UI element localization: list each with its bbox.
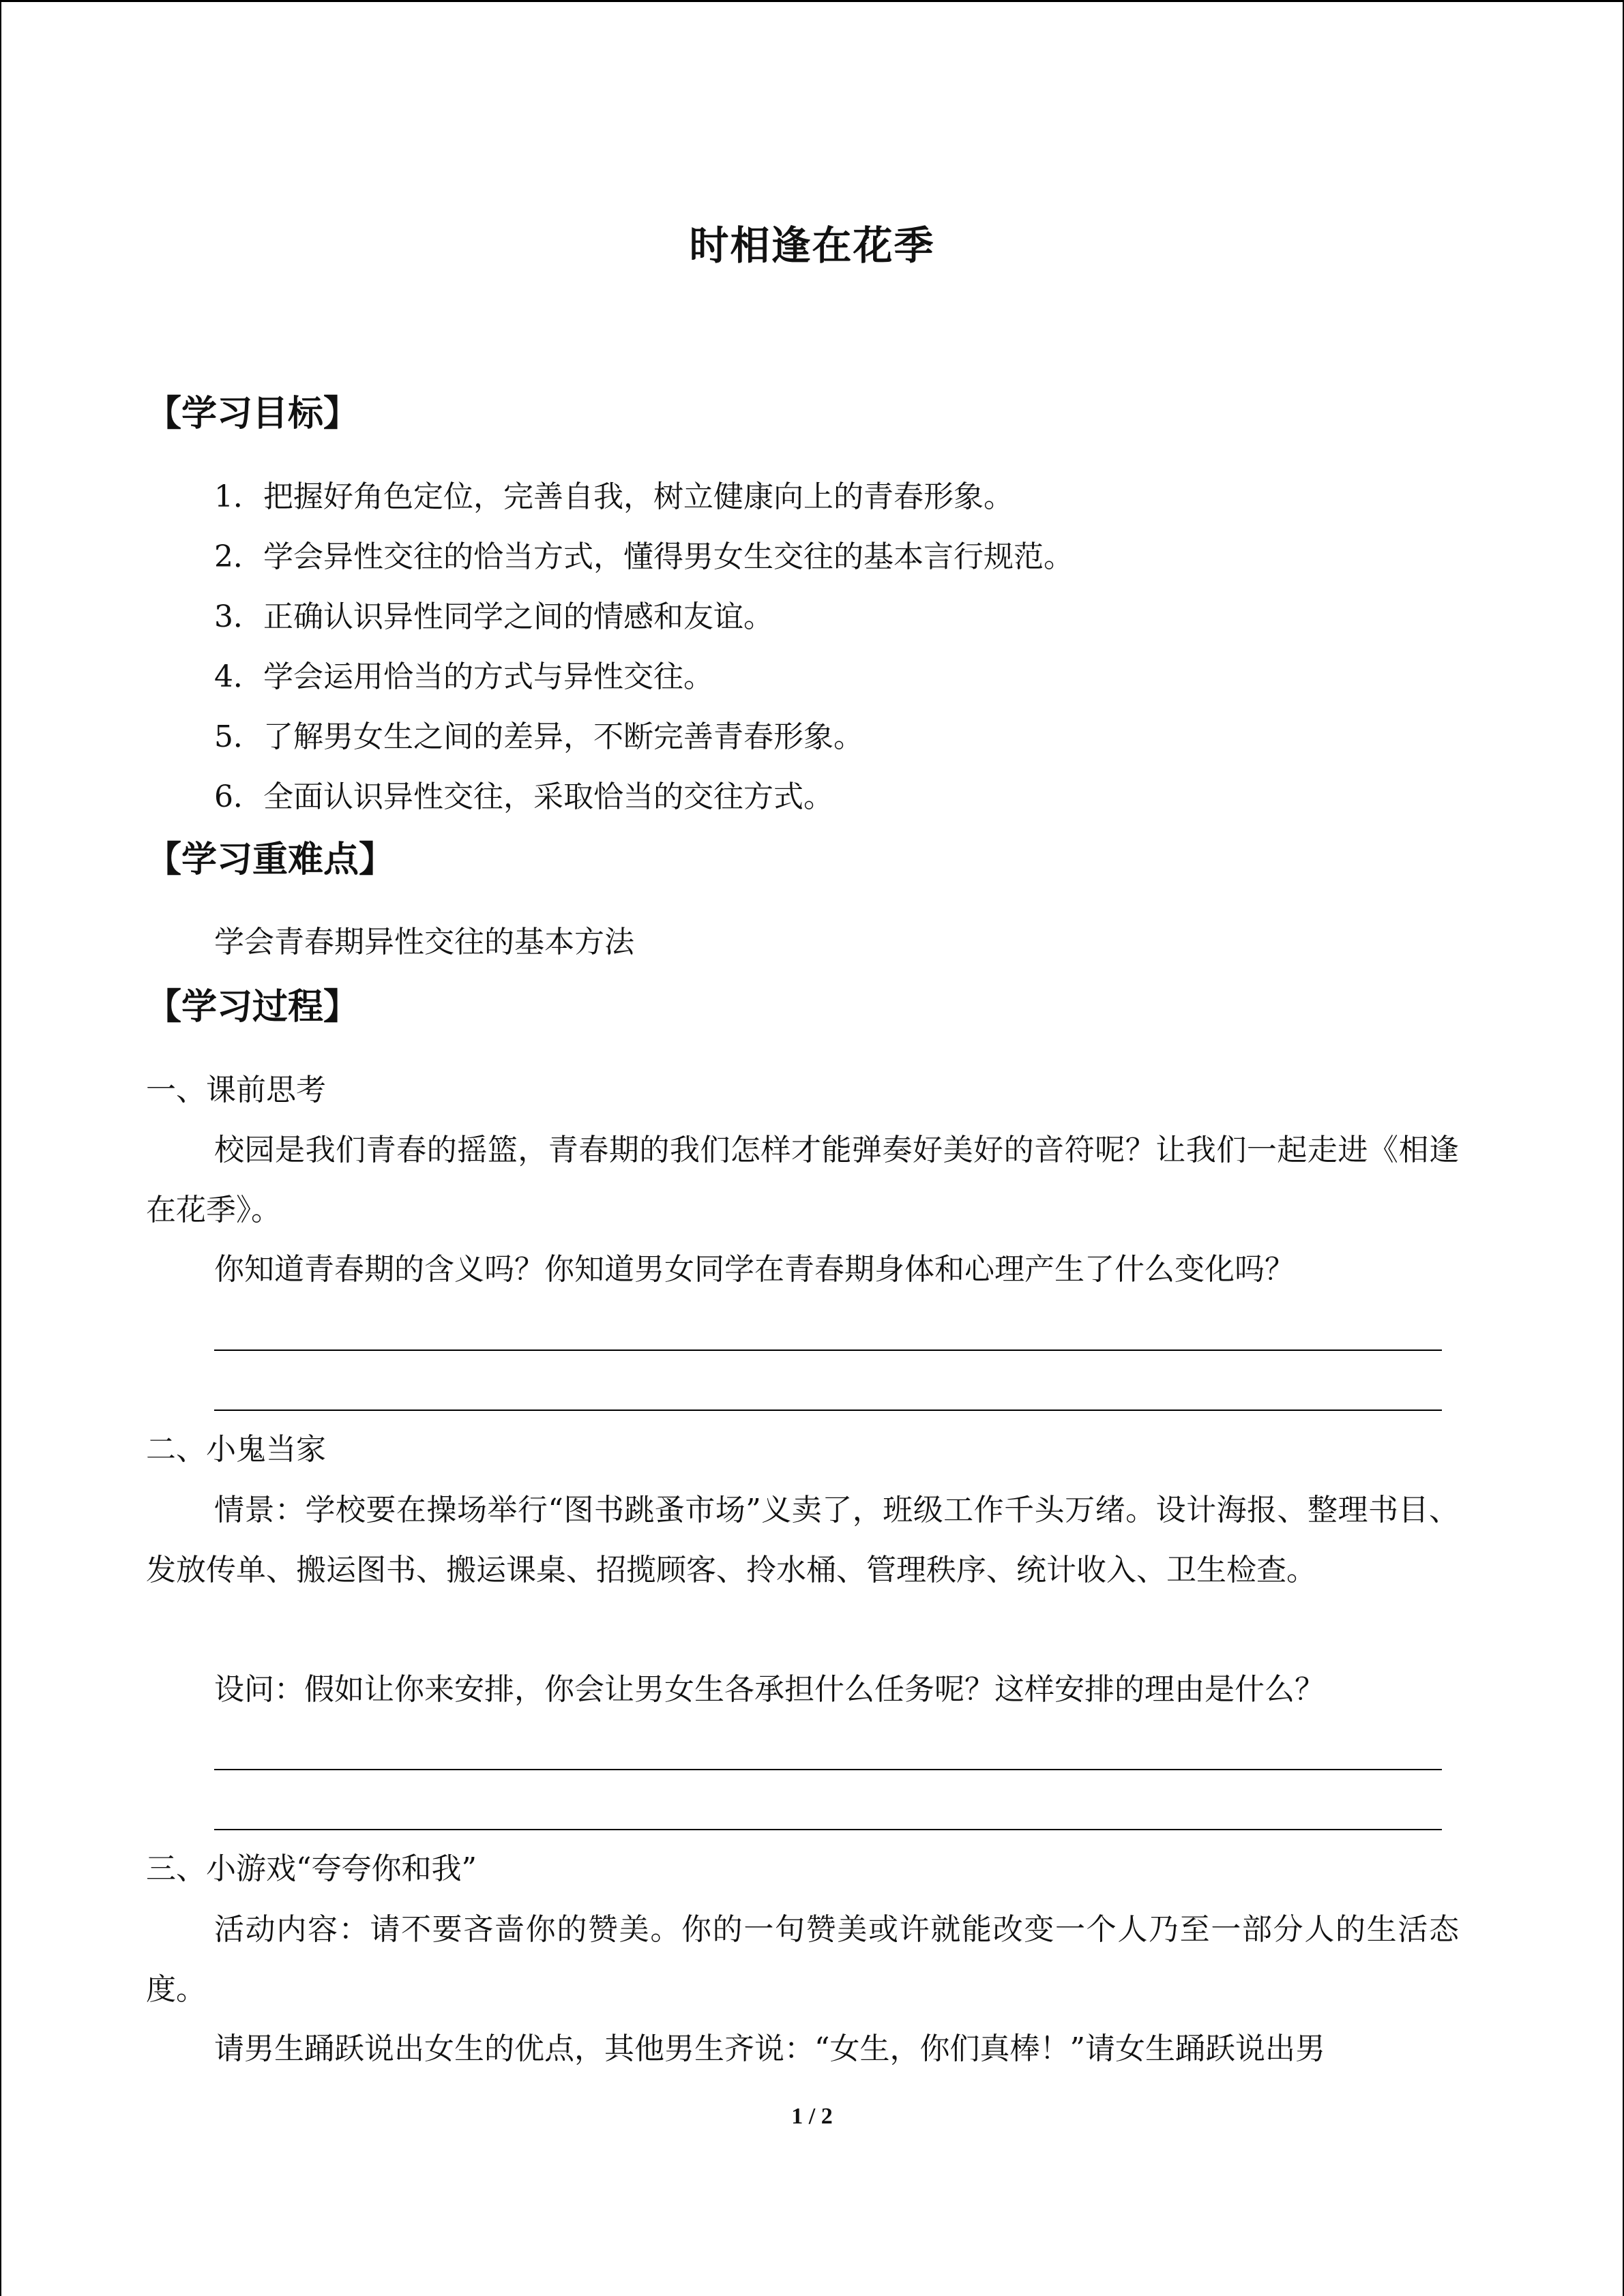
part1-paragraph: 校园是我们青春的摇篮，青春期的我们怎样才能弹奏好美好的音符呢？让我们一起走进《相逢在花季》。 <box>146 1133 1459 1227</box>
objective-item: 4．学会运用恰当的方式与异性交往。 <box>214 659 713 694</box>
page-title: 时相逢在花季 <box>689 222 935 269</box>
answer-line[interactable] <box>214 1829 1442 1830</box>
key-points-text: 学会青春期异性交往的基本方法 <box>214 925 634 959</box>
objective-item: 6．全面认识异性交往，采取恰当的交往方式。 <box>214 779 833 814</box>
objective-item: 1．把握好角色定位，完善自我，树立健康向上的青春形象。 <box>214 479 1014 514</box>
objective-item: 3．正确认识异性同学之间的情感和友谊。 <box>214 599 773 634</box>
part1-title: 一、课前思考 <box>146 1073 326 1107</box>
heading-objectives: 【学习目标】 <box>146 393 359 434</box>
part3-instruction: 请男生踊跃说出女生的优点，其他男生齐说：“女生，你们真棒！”请女生踊跃说出男 <box>214 2031 1325 2066</box>
part3-activity: 活动内容：请不要吝啬你的赞美。你的一句赞美或许就能改变一个人乃至一部分人的生活态度。 <box>146 1912 1459 2007</box>
heading-process: 【学习过程】 <box>146 987 359 1028</box>
answer-line[interactable] <box>214 1410 1442 1411</box>
part1-question: 你知道青春期的含义吗？你知道男女同学在青春期身体和心理产生了什么变化吗？ <box>214 1252 1295 1287</box>
part2-question: 设问：假如让你来安排，你会让男女生各承担什么任务呢？这样安排的理由是什么？ <box>214 1672 1325 1707</box>
answer-line[interactable] <box>214 1350 1442 1351</box>
part2-scenario: 情景：学校要在操场举行“图书跳蚤市场”义卖了，班级工作千头万绪。设计海报、整理书目、发放传单、搬运图书、搬运课桌、招揽顾客、拎水桶、管理秩序、统计收入、卫生检查。 <box>146 1493 1459 1587</box>
page-number: 1 / 2 <box>791 2104 833 2129</box>
part3-title: 三、小游戏“夸夸你和我” <box>146 1851 477 1886</box>
objective-item: 5．了解男女生之间的差异，不断完善青春形象。 <box>214 719 863 754</box>
heading-key-points: 【学习重难点】 <box>146 839 395 880</box>
answer-line[interactable] <box>214 1769 1442 1770</box>
objective-item: 2．学会异性交往的恰当方式，懂得男女生交往的基本言行规范。 <box>214 539 1074 574</box>
part2-title: 二、小鬼当家 <box>146 1432 326 1467</box>
